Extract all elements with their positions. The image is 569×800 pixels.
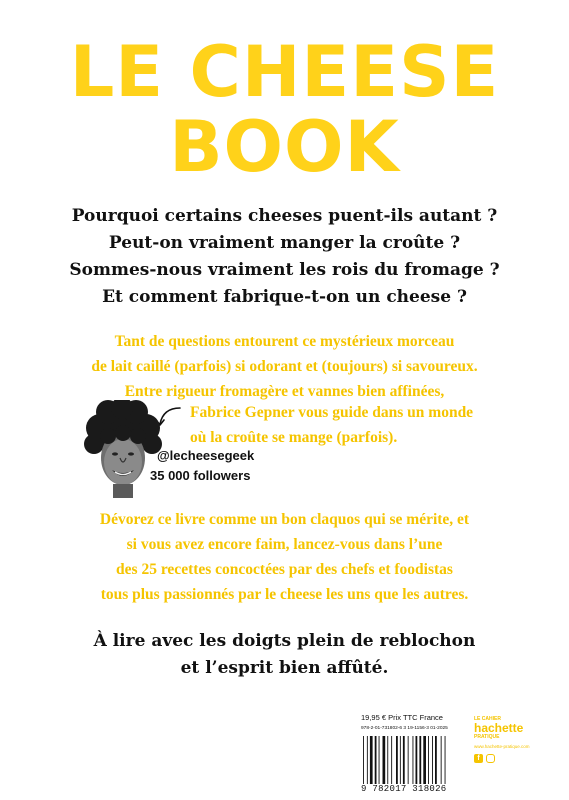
barcode-image	[361, 736, 465, 784]
instagram-icon	[486, 754, 495, 763]
intro-line-5: où la croûte se mange (parfois).	[190, 429, 398, 446]
cover-title-line1: LE CHEESE	[69, 31, 500, 113]
author-handle: @lecheesegeek	[157, 448, 255, 463]
isbn-line: 978-2-01-731802-6 3 19-1156-3 01-2025	[361, 726, 448, 731]
closing-line-2: et l’esprit bien affûté.	[180, 658, 389, 678]
question-4: Et comment fabrique-t-on un cheese ?	[102, 287, 467, 307]
intro-line-2: de lait caillé (parfois) si odorant et (toujours) si savoureux.	[91, 358, 478, 375]
closing-line-1: À lire avec les doigts plein de reblochon	[93, 631, 476, 651]
author-followers: 35 000 followers	[150, 468, 251, 483]
facebook-icon: f	[474, 754, 483, 763]
cover-title-line2: BOOK	[169, 106, 400, 188]
intro-line-1: Tant de questions entourent ce mystérieux morceau	[114, 333, 455, 350]
intro-line-4: Fabrice Gepner vous guide dans un monde	[190, 404, 474, 421]
question-3: Sommes-nous vraiment les rois du fromage ?	[69, 260, 500, 280]
publisher-sub: PRATIQUE	[474, 734, 500, 740]
recipes-line-2: si vous avez encore faim, lancez-vous dans l’une	[126, 536, 443, 553]
recipes-line-3: des 25 recettes concoctées par des chefs et foodistas	[116, 561, 453, 578]
barcode-box	[357, 712, 469, 796]
recipes-line-1: Dévorez ce livre comme un bon claquos qui se mérite, et	[99, 511, 470, 528]
question-2: Peut-on vraiment manger la croûte ?	[108, 233, 461, 253]
publisher-logo: hachette	[474, 721, 524, 735]
recipes-line-4: tous plus passionnés par le cheese les uns que les autres.	[100, 586, 469, 603]
intro-line-3: Entre rigueur fromagère et vannes bien affinées,	[124, 383, 445, 400]
price-label: 19,95 € Prix TTC France	[361, 713, 443, 722]
closing-block	[0, 628, 569, 682]
question-1: Pourquoi certains cheeses puent-ils autant ?	[71, 206, 498, 226]
intro-paragraph	[0, 329, 569, 404]
publisher-block	[474, 716, 554, 763]
social-icons	[474, 754, 554, 763]
questions-block	[0, 203, 569, 311]
recipes-paragraph	[0, 507, 569, 607]
publisher-top: LE CAHIER	[474, 716, 501, 722]
barcode-number: 9 782017 318026	[361, 784, 447, 794]
publisher-website: www.hachette-pratique.com	[474, 744, 530, 749]
